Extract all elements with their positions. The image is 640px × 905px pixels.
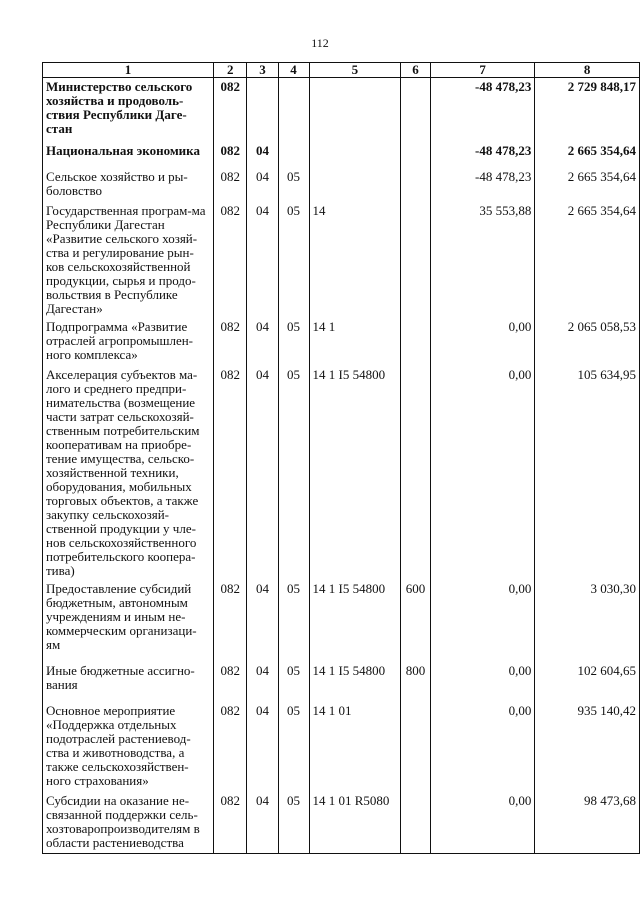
row-ministry-code: 082 <box>214 78 247 142</box>
row-expense-type: 800 <box>401 662 431 702</box>
col-header-8: 8 <box>535 63 640 78</box>
row-section-code: 04 <box>247 792 278 854</box>
table-row <box>43 142 640 168</box>
row-total-amount: 2 665 354,64 <box>535 142 640 168</box>
row-target-article: 14 1 I5 54800 <box>309 662 401 702</box>
row-expense-type <box>401 202 431 318</box>
row-subsection-code <box>278 78 309 142</box>
row-name: Государственная програм-ма Республики Дагестан «Развитие сельского хозяй-ства и регулирование рын-ков сельскохозяйственной продукции, сырья и продо-вольствия в Республике Дагестан» <box>43 202 214 318</box>
row-expense-type <box>401 318 431 366</box>
col-header-1: 1 <box>43 63 214 78</box>
row-expense-type: 600 <box>401 580 431 662</box>
col-header-4: 4 <box>278 63 309 78</box>
row-change-amount: 0,00 <box>430 580 535 662</box>
row-ministry-code: 082 <box>214 168 247 202</box>
row-target-article: 14 <box>309 202 401 318</box>
row-ministry-code: 082 <box>214 202 247 318</box>
row-change-amount: -48 478,23 <box>430 142 535 168</box>
row-total-amount: 105 634,95 <box>535 366 640 580</box>
table-row <box>43 580 640 662</box>
row-target-article: 14 1 01 <box>309 702 401 792</box>
row-name: Основное мероприятие «Поддержка отдельных подотраслей растениевод-ства и животноводства, а также сельскохозяйствен-ного страхования» <box>43 702 214 792</box>
table-row <box>43 168 640 202</box>
col-header-3: 3 <box>247 63 278 78</box>
row-section-code: 04 <box>247 662 278 702</box>
row-total-amount: 2 065 058,53 <box>535 318 640 366</box>
row-ministry-code: 082 <box>214 318 247 366</box>
table-row <box>43 366 640 580</box>
col-header-2: 2 <box>214 63 247 78</box>
row-expense-type <box>401 142 431 168</box>
row-ministry-code: 082 <box>214 702 247 792</box>
row-total-amount: 2 729 848,17 <box>535 78 640 142</box>
row-section-code: 04 <box>247 168 278 202</box>
row-change-amount: 0,00 <box>430 366 535 580</box>
row-target-article: 14 1 I5 54800 <box>309 366 401 580</box>
row-change-amount: -48 478,23 <box>430 78 535 142</box>
row-subsection-code <box>278 142 309 168</box>
row-name: Национальная экономика <box>43 142 214 168</box>
row-section-code <box>247 78 278 142</box>
row-subsection-code: 05 <box>278 580 309 662</box>
row-subsection-code: 05 <box>278 366 309 580</box>
row-change-amount: 0,00 <box>430 702 535 792</box>
row-subsection-code: 05 <box>278 662 309 702</box>
row-ministry-code: 082 <box>214 662 247 702</box>
row-subsection-code: 05 <box>278 168 309 202</box>
table-row <box>43 202 640 318</box>
row-target-article <box>309 168 401 202</box>
row-section-code: 04 <box>247 366 278 580</box>
row-total-amount: 102 604,65 <box>535 662 640 702</box>
row-change-amount: 0,00 <box>430 662 535 702</box>
row-expense-type <box>401 78 431 142</box>
row-name: Иные бюджетные ассигно-вания <box>43 662 214 702</box>
row-total-amount: 2 665 354,64 <box>535 202 640 318</box>
row-name: Предоставление субсидий бюджетным, автономным учреждениям и иным не-коммерческим организаци-ям <box>43 580 214 662</box>
row-change-amount: 0,00 <box>430 792 535 854</box>
row-ministry-code: 082 <box>214 366 247 580</box>
row-target-article <box>309 142 401 168</box>
table-row <box>43 702 640 792</box>
row-target-article: 14 1 I5 54800 <box>309 580 401 662</box>
row-section-code: 04 <box>247 580 278 662</box>
table-row <box>43 662 640 702</box>
row-target-article <box>309 78 401 142</box>
row-name: Сельское хозяйство и ры-боловство <box>43 168 214 202</box>
row-expense-type <box>401 702 431 792</box>
table-row <box>43 792 640 854</box>
row-change-amount: 0,00 <box>430 318 535 366</box>
row-target-article: 14 1 01 R5080 <box>309 792 401 854</box>
row-change-amount: -48 478,23 <box>430 168 535 202</box>
row-expense-type <box>401 366 431 580</box>
table-header-row <box>43 63 640 78</box>
col-header-6: 6 <box>401 63 431 78</box>
row-section-code: 04 <box>247 142 278 168</box>
row-expense-type <box>401 168 431 202</box>
row-section-code: 04 <box>247 202 278 318</box>
row-subsection-code: 05 <box>278 792 309 854</box>
row-ministry-code: 082 <box>214 792 247 854</box>
row-ministry-code: 082 <box>214 580 247 662</box>
table-row <box>43 318 640 366</box>
row-subsection-code: 05 <box>278 202 309 318</box>
row-ministry-code: 082 <box>214 142 247 168</box>
row-subsection-code: 05 <box>278 318 309 366</box>
col-header-5: 5 <box>309 63 401 78</box>
page-number: 112 <box>311 36 329 50</box>
row-name: Акселерация субъектов ма-лого и среднего предпри-нимательства (возмещение части затрат сельскохозяй-ственным потребительским кооперативам на приобре-тение имущества, сельско-хозяйственной техники, оборудования, мобильных торговых объектов, а также закупку сельскохозяй-ственной продукции у чле-нов сельскохозяйственного потребительского коопера-тива) <box>43 366 214 580</box>
row-name: Министерство сельского хозяйства и продоволь-ствия Республики Даге-стан <box>43 78 214 142</box>
row-total-amount: 935 140,42 <box>535 702 640 792</box>
row-target-article: 14 1 <box>309 318 401 366</box>
row-section-code: 04 <box>247 702 278 792</box>
row-total-amount: 3 030,30 <box>535 580 640 662</box>
row-subsection-code: 05 <box>278 702 309 792</box>
row-expense-type <box>401 792 431 854</box>
table-row <box>43 78 640 142</box>
row-total-amount: 2 665 354,64 <box>535 168 640 202</box>
budget-table <box>42 62 640 854</box>
row-change-amount: 35 553,88 <box>430 202 535 318</box>
col-header-7: 7 <box>430 63 535 78</box>
row-name: Подпрограмма «Развитие отраслей агропромышлен-ного комплекса» <box>43 318 214 366</box>
row-total-amount: 98 473,68 <box>535 792 640 854</box>
row-section-code: 04 <box>247 318 278 366</box>
row-name: Субсидии на оказание не-связанной поддержки сель-хозтоваропроизводителям в области растениеводства <box>43 792 214 854</box>
